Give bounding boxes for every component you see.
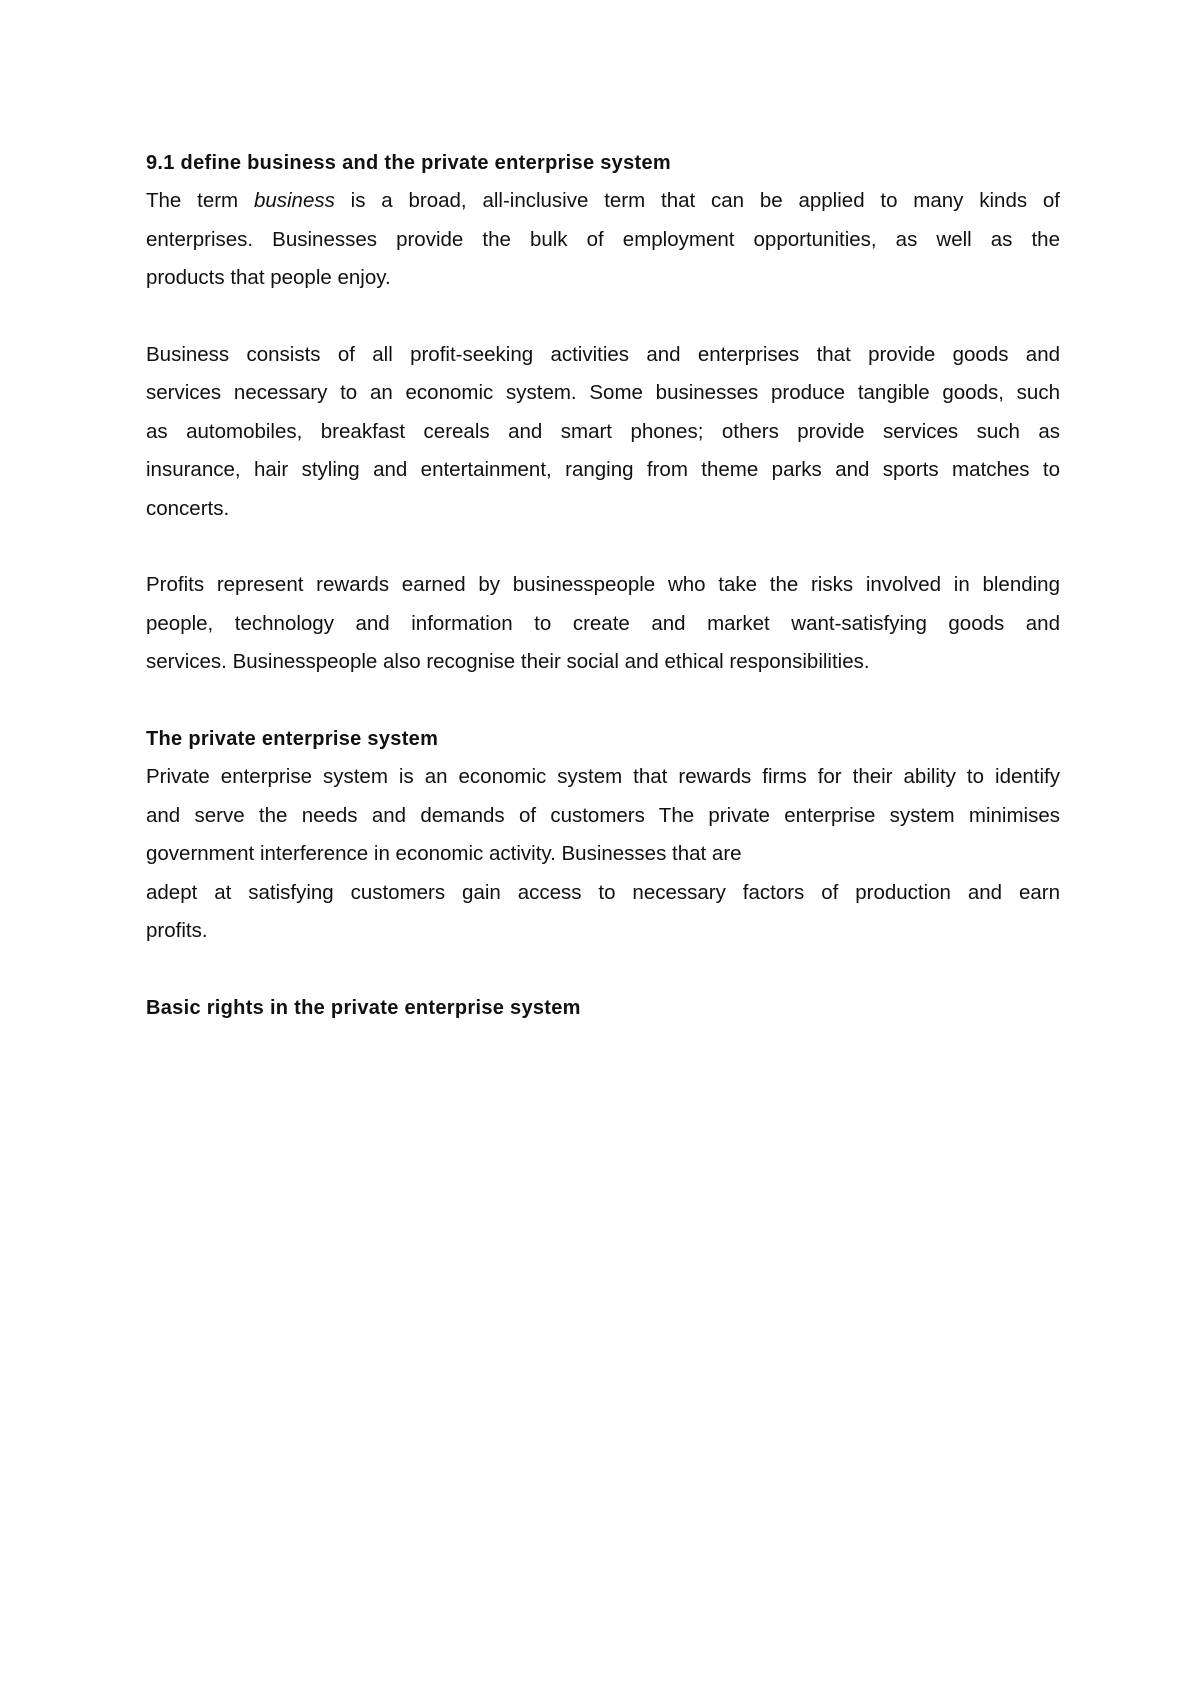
paragraph-line: Profits represent rewards earned by businesspeople who take the risks involved in blending (146, 573, 1060, 597)
paragraph-line: products that people enjoy. (146, 266, 391, 290)
document-content (146, 144, 1060, 1027)
paragraph-line: profits. (146, 919, 208, 943)
paragraph-line: as automobiles, breakfast cereals and smart phones; others provide services such as (146, 419, 1060, 443)
paragraph-line: and serve the needs and demands of customers The private enterprise system minimises (146, 803, 1060, 827)
paragraph-line: government interference in economic activity. Businesses that are (146, 842, 742, 866)
section-heading-private-enterprise: The private enterprise system (146, 728, 439, 751)
italic-term: business (253, 189, 335, 213)
paragraph-adept-customers (146, 874, 1060, 951)
paragraph-line: services necessary to an economic system. Some businesses produce tangible goods, such (146, 381, 1060, 405)
paragraph-line: adept at satisfying customers gain access to necessary factors of production and earn (146, 880, 1060, 904)
paragraph-line (146, 182, 1060, 220)
section-heading-basic-rights: Basic rights in the private enterprise system (146, 996, 581, 1019)
paragraph-line: Private enterprise system is an economic system that rewards firms for their ability to identify (146, 765, 1060, 789)
text-run: is a broad, all-inclusive term that can be applied to many kinds of (334, 189, 1061, 213)
paragraph-line: concerts. (146, 496, 230, 520)
paragraph-line: Business consists of all profit-seeking activities and enterprises that provide goods and (146, 343, 1060, 367)
paragraph-profits (146, 566, 1060, 681)
paragraph-private-enterprise-definition (146, 758, 1060, 873)
paragraph-line: people, technology and information to create and market want-satisfying goods and (146, 611, 1060, 635)
paragraph-line: insurance, hair styling and entertainment, ranging from theme parks and sports matches to (146, 458, 1060, 482)
paragraph-line: enterprises. Businesses provide the bulk of employment opportunities, as well as the (146, 227, 1060, 251)
paragraph-business-term (146, 182, 1060, 297)
text-run: The term (146, 189, 254, 213)
paragraph-business-consists (146, 336, 1060, 528)
paragraph-line: services. Businesspeople also recognise their social and ethical responsibilities. (146, 650, 870, 674)
section-heading-define-business: 9.1 define business and the private enterprise system (146, 152, 671, 174)
